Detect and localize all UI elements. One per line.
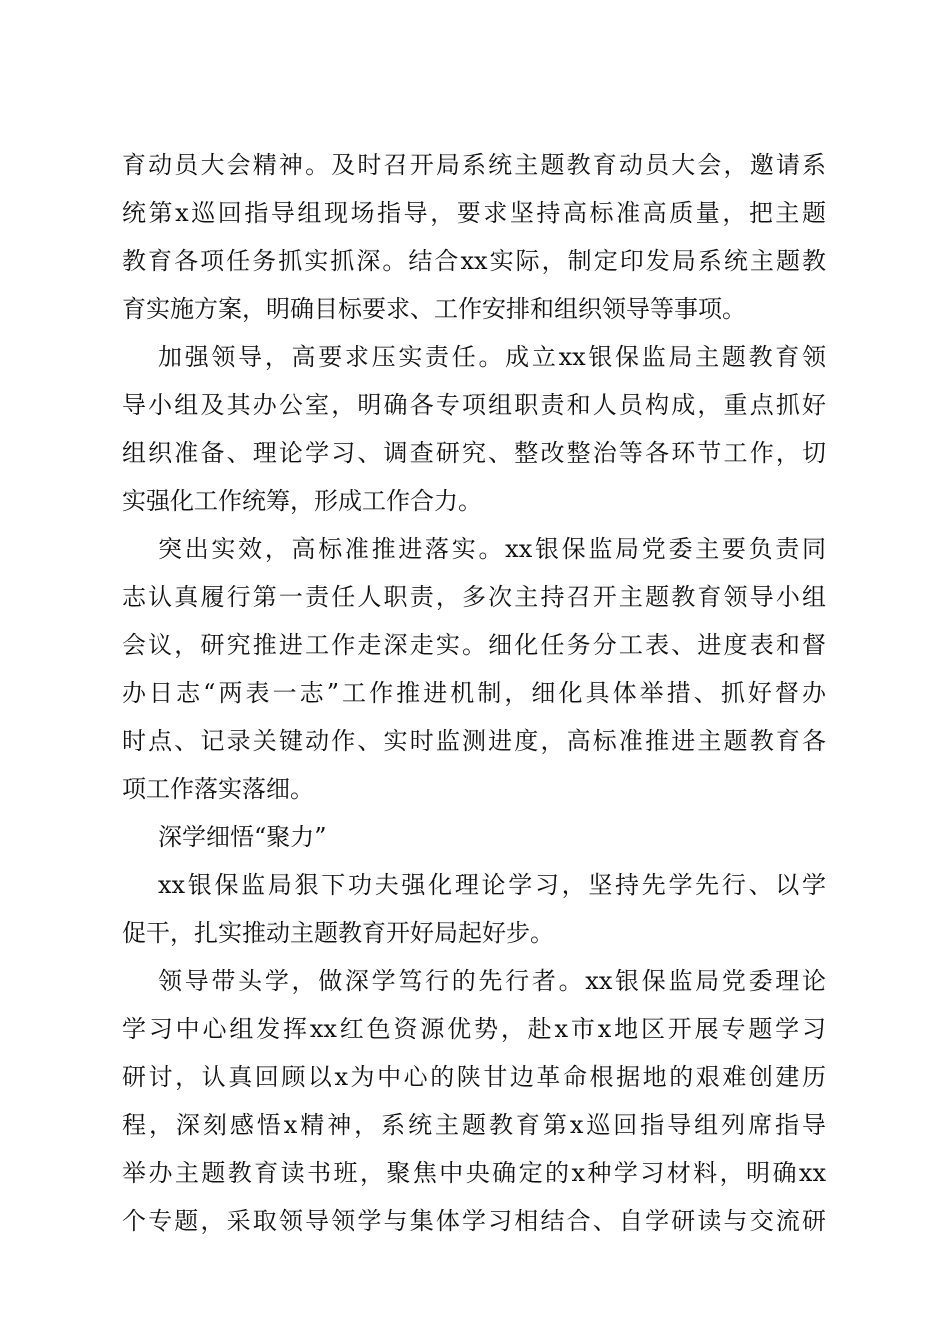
document-body	[122, 141, 826, 1245]
text-line: 时点、记录关键动作、实时监测进度，高标准推进主题教育各	[122, 727, 826, 755]
text-line: 个专题，采取领导领学与集体学习相结合、自学研读与交流研	[122, 1207, 826, 1235]
paragraph-6	[122, 957, 826, 1245]
text-line: 举办主题教育读书班，聚焦中央确定的x种学习材料，明确xx	[122, 1159, 826, 1187]
paragraph-2	[122, 333, 826, 525]
text-line: 办日志“两表一志”工作推进机制，细化具体举措、抓好督办	[122, 679, 826, 707]
text-line: 领导带头学，做深学笃行的先行者。xx银保监局党委理论	[158, 967, 826, 995]
text-line: 突出实效，高标准推进落实。xx银保监局党委主要负责同	[158, 535, 826, 563]
section-heading	[122, 813, 826, 861]
text-line: 促干，扎实推动主题教育开好局起好步。	[122, 919, 554, 947]
text-line: 会议，研究推进工作走深走实。细化任务分工表、进度表和督	[122, 631, 826, 659]
text-line: 研讨，认真回顾以x为中心的陕甘边革命根据地的艰难创建历	[122, 1063, 826, 1091]
text-line: 学习中心组发挥xx红色资源优势，赴x市x地区开展专题学习	[122, 1015, 826, 1043]
text-line: 程，深刻感悟x精神，系统主题教育第x巡回指导组列席指导	[122, 1111, 826, 1139]
paragraph-1	[122, 141, 826, 333]
text-line: 实强化工作统筹，形成工作合力。	[122, 487, 482, 515]
heading-line: 深学细悟“聚力”	[158, 823, 327, 851]
paragraph-5	[122, 861, 826, 957]
text-line: 项工作落实落细。	[122, 775, 314, 803]
text-line: 志认真履行第一责任人职责，多次主持召开主题教育领导小组	[122, 583, 826, 611]
text-line: xx银保监局狠下功夫强化理论学习，坚持先学先行、以学	[158, 871, 826, 899]
paragraph-3	[122, 525, 826, 813]
text-line: 育实施方案，明确目标要求、工作安排和组织领导等事项。	[122, 295, 746, 323]
text-line: 教育各项任务抓实抓深。结合xx实际，制定印发局系统主题教	[122, 247, 826, 275]
text-line: 育动员大会精神。及时召开局系统主题教育动员大会，邀请系	[122, 151, 826, 179]
text-line: 导小组及其办公室，明确各专项组职责和人员构成，重点抓好	[122, 391, 826, 419]
text-line: 组织准备、理论学习、调查研究、整改整治等各环节工作，切	[122, 439, 826, 467]
text-line: 加强领导，高要求压实责任。成立xx银保监局主题教育领	[158, 343, 826, 371]
text-line: 统第x巡回指导组现场指导，要求坚持高标准高质量，把主题	[122, 199, 826, 227]
